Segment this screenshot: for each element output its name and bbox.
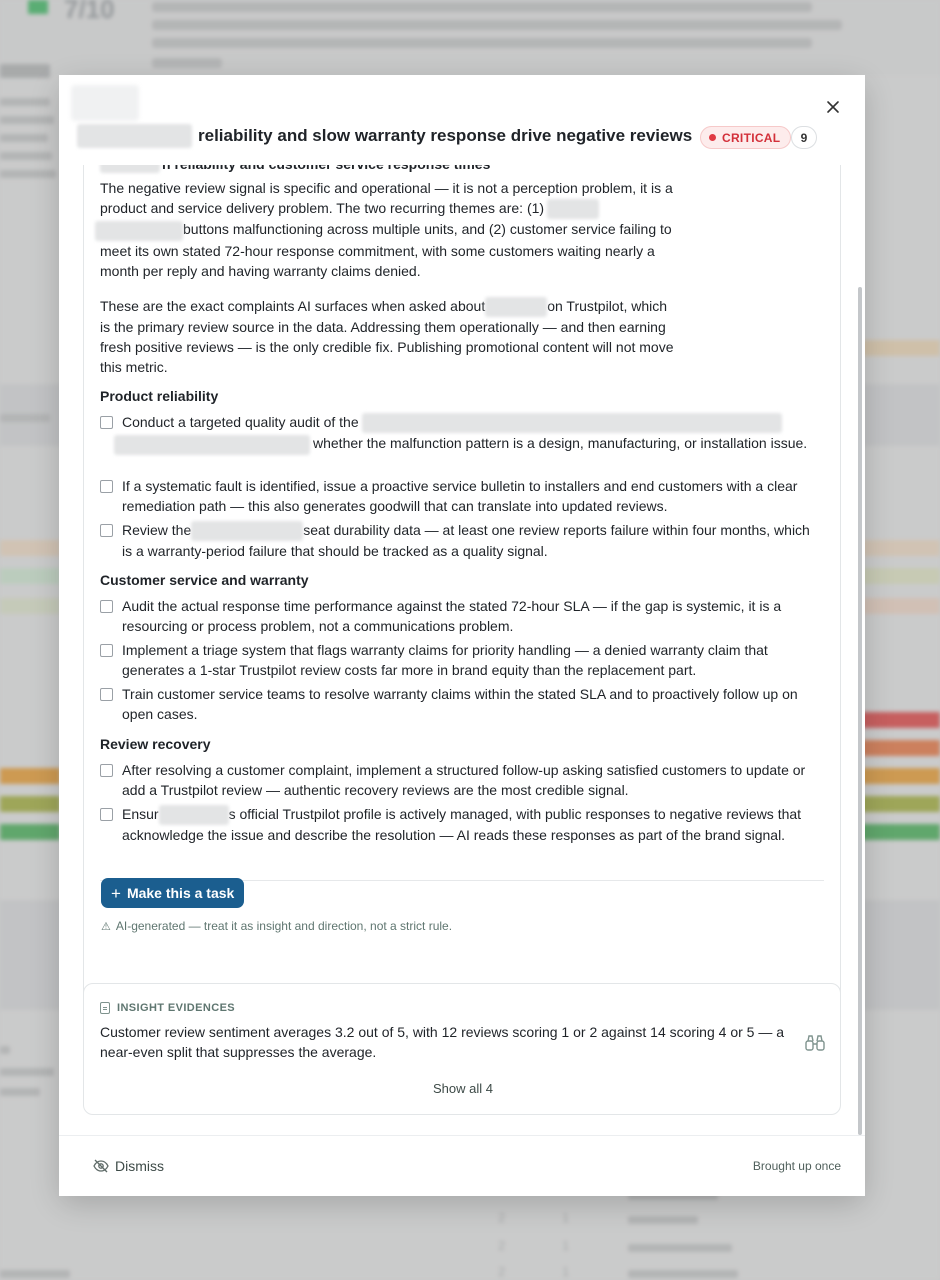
intro-paragraph-2: These are the exact complaints AI surfaces when asked about on Trustpilot, which is the primary review source in the data. Addressing them operationally — and then earning fresh positive reviews — is the only credible fix. Publishing promotional content will not move this metric. xyxy=(100,298,674,376)
dismiss-label: Dismiss xyxy=(115,1158,164,1174)
checklist-item-text: Audit the actual response time performance against the stated 72-hour SLA — if the gap is systemic, it is a resourcing or process problem, not a communications problem. xyxy=(122,598,782,634)
brought-up-count: Brought up once xyxy=(752,1159,841,1173)
checklist-item-text: Review the seat durability data — at least one review reports failure within four months, which is a warranty-period failure that should be tracked as a quality signal. xyxy=(122,522,810,560)
checklist-checkbox[interactable] xyxy=(100,764,113,777)
count-badge: 9 xyxy=(791,126,817,149)
severity-dot-icon xyxy=(709,134,716,141)
checklist-item-text: Ensur s official Trustpilot profile is actively managed, with public responses to negative reviews that acknowledge the issue and describe the resolution — AI reads these responses as part of the brand signal. xyxy=(122,806,802,844)
redacted-text xyxy=(114,435,310,455)
insight-evidences-card xyxy=(83,983,841,1115)
checklist-item xyxy=(100,596,820,636)
checklist-checkbox[interactable] xyxy=(100,688,113,701)
checklist-item xyxy=(100,476,820,516)
modal-header xyxy=(59,75,865,165)
checklist-checkbox[interactable] xyxy=(100,480,113,493)
checklist-item xyxy=(100,684,820,724)
document-icon xyxy=(100,1002,110,1014)
modal-footer xyxy=(59,1135,865,1196)
eye-off-icon xyxy=(93,1159,109,1173)
binoculars-icon[interactable] xyxy=(804,1034,826,1052)
checklist-item-text: After resolving a customer complaint, implement a structured follow-up asking satisfied customers to update or add a Trustpilot review — authentic recovery reviews are the most credible signal. xyxy=(122,762,806,798)
close-button[interactable] xyxy=(823,97,843,117)
evidences-heading: INSIGHT EVIDENCES xyxy=(100,1002,235,1014)
checklist-item xyxy=(100,760,820,800)
redacted-text xyxy=(485,297,547,317)
show-all-evidences-link[interactable]: Show all 4 xyxy=(433,1081,493,1096)
dismiss-button[interactable] xyxy=(93,1158,164,1174)
checklist-item-text: Conduct a targeted quality audit of the whether the malfunction pattern is a design, manufacturing, or installation issue. xyxy=(122,412,807,455)
evidence-text: Customer review sentiment averages 3.2 out of 5, with 12 reviews scoring 1 or 2 against 14 scoring 4 or 5 — a near-even split that suppresses the average. xyxy=(100,1024,785,1060)
redacted-text xyxy=(191,521,303,541)
close-icon xyxy=(827,101,839,113)
modal-scroll-area[interactable] xyxy=(59,165,865,1135)
redacted-text xyxy=(362,413,782,433)
background-page: 7/10 2 1 2 1 2 1 xyxy=(0,0,940,1280)
insight-modal xyxy=(59,75,865,1196)
checklist-checkbox[interactable] xyxy=(100,644,113,657)
checklist-checkbox[interactable] xyxy=(100,524,113,537)
severity-label: CRITICAL xyxy=(722,130,781,145)
checklist-item xyxy=(100,640,820,680)
checklist-item xyxy=(100,804,820,845)
intro-paragraph-1: The negative review signal is specific and operational — it is not a perception problem, it is a product and service delivery problem. The two recurring themes are: (1) buttons malfunctioning across multiple units, and (2) customer service failing to meet its own stated 72-hour response commitment, with some customers waiting nearly a month per reply and having warranty claims denied. xyxy=(100,178,680,281)
severity-badge xyxy=(700,126,791,149)
scrollbar[interactable] xyxy=(858,287,862,1135)
make-task-button[interactable] xyxy=(101,878,244,908)
section-title-customer-service: Customer service and warranty xyxy=(100,572,309,588)
redacted-text xyxy=(547,199,599,219)
redacted-text xyxy=(159,805,229,825)
ai-generated-note: ⚠ AI-generated — treat it as insight and direction, not a strict rule. xyxy=(101,919,453,933)
checklist-checkbox[interactable] xyxy=(100,416,113,429)
plus-icon: + xyxy=(111,883,121,903)
checklist-item-text: Train customer service teams to resolve warranty claims within the stated SLA and to proactively follow up on open cases. xyxy=(122,686,798,722)
checklist-item xyxy=(100,412,820,455)
checklist-item-text: If a systematic fault is identified, issue a proactive service bulletin to installers and end customers with a clear remediation path — this also generates goodwill that can translate into updated reviews. xyxy=(122,478,798,514)
checklist-item-text: Implement a triage system that flags warranty claims for priority handling — a denied warranty claim that generates a 1-star Trustpilot review costs far more in brand equity than the replacement part. xyxy=(122,642,768,678)
checklist-checkbox[interactable] xyxy=(100,808,113,821)
brand-logo xyxy=(71,85,139,121)
make-task-label: Make this a task xyxy=(126,885,235,901)
checklist-item xyxy=(100,520,820,561)
redacted-brand-name xyxy=(77,124,192,148)
redacted-text xyxy=(95,221,183,241)
modal-title: reliability and slow warranty response drive negative reviews xyxy=(198,126,693,145)
section-title-product-reliability: Product reliability xyxy=(100,388,219,404)
section-title-review-recovery: Review recovery xyxy=(100,736,211,752)
checklist-checkbox[interactable] xyxy=(100,600,113,613)
warning-icon: ⚠ xyxy=(101,920,111,933)
